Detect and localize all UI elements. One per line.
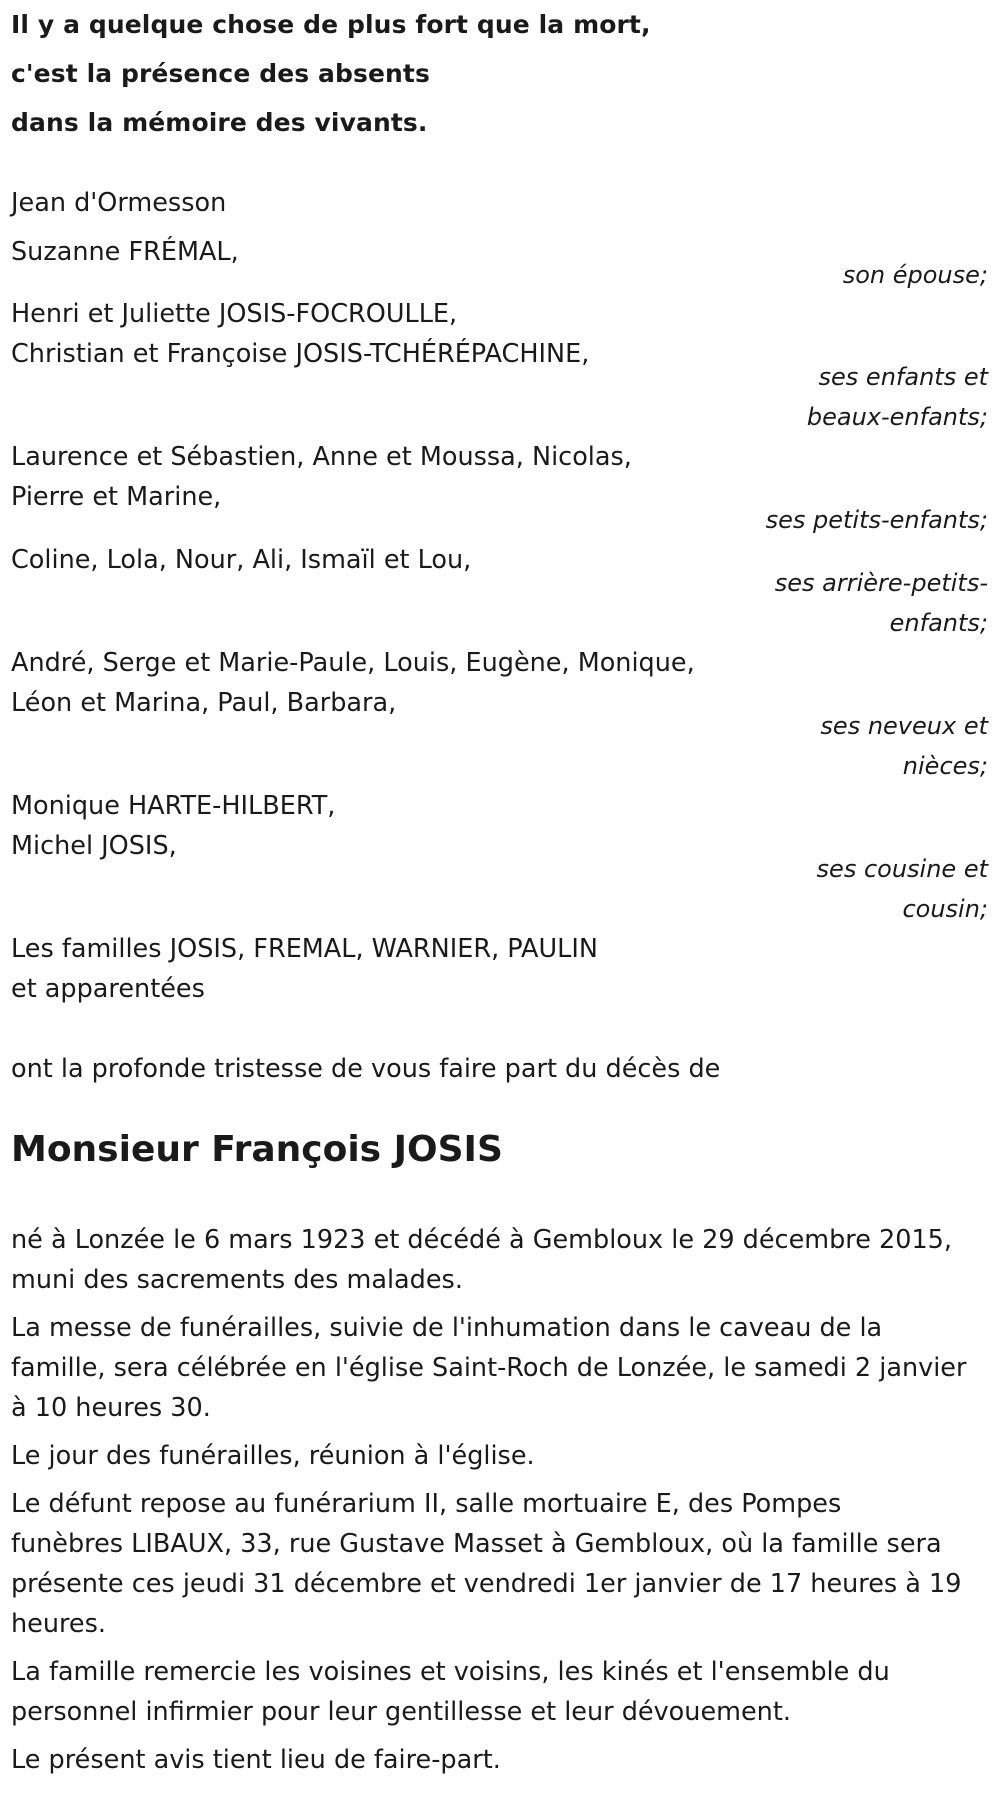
mourner-nephews-name-1: André, Serge et Marie-Paule, Louis, Eugène, Monique,	[11, 648, 695, 678]
detail-funeral-mass-line-3: à 10 heures 30.	[11, 1393, 211, 1423]
quote-line-2: c'est la présence des absents	[11, 59, 430, 88]
detail-meeting-point: Le jour des funérailles, réunion à l'église.	[11, 1441, 535, 1471]
mourner-spouse-relation: son épouse;	[842, 261, 988, 289]
mourner-grandchildren-name-2: Pierre et Marine,	[11, 482, 222, 512]
detail-birth-death-line-2: muni des sacrements des malades.	[11, 1265, 463, 1295]
mourner-great-grandchildren-relation-1: ses arrière-petits-	[774, 569, 988, 597]
detail-funeral-mass-line-1: La messe de funérailles, suivie de l'inhumation dans le caveau de la	[11, 1313, 883, 1343]
mourner-great-grandchildren-name: Coline, Lola, Nour, Ali, Ismaïl et Lou,	[11, 545, 472, 575]
mourner-cousins-name-2: Michel JOSIS,	[11, 831, 177, 861]
mourner-great-grandchildren-relation-2: enfants;	[889, 609, 988, 637]
mourner-children-relation-2: beaux-enfants;	[806, 403, 988, 431]
mourner-nephews-relation-2: nièces;	[902, 752, 988, 780]
quote-author: Jean d'Ormesson	[11, 188, 227, 218]
mourner-cousins-relation-2: cousin;	[902, 895, 988, 923]
mourner-nephews-name-2: Léon et Marina, Paul, Barbara,	[11, 688, 397, 718]
mourner-children-name-2: Christian et Françoise JOSIS-TCHÉRÉPACHINE,	[11, 339, 590, 369]
detail-birth-death-line-1: né à Lonzée le 6 mars 1923 et décédé à Gembloux le 29 décembre 2015,	[11, 1225, 952, 1255]
mourner-nephews-relation-1: ses neveux et	[820, 712, 988, 740]
mourner-cousins-name-1: Monique HARTE-HILBERT,	[11, 791, 336, 821]
detail-funerarium-line-4: heures.	[11, 1609, 107, 1639]
detail-funerarium-line-2: funèbres LIBAUX, 33, rue Gustave Masset à Gembloux, où la famille sera	[11, 1529, 942, 1559]
mourner-children-relation-1: ses enfants et	[818, 363, 988, 391]
mourner-spouse-name: Suzanne FRÉMAL,	[11, 237, 239, 267]
detail-thanks-line-1: La famille remercie les voisines et voisins, les kinés et l'ensemble du	[11, 1657, 890, 1687]
announcement-text: ont la profonde tristesse de vous faire part du décès de	[11, 1054, 721, 1084]
mourner-families-name-1: Les familles JOSIS, FREMAL, WARNIER, PAULIN	[11, 934, 598, 964]
detail-funeral-mass-line-2: famille, sera célébrée en l'église Saint-Roch de Lonzée, le samedi 2 janvier	[11, 1353, 967, 1383]
detail-funerarium-line-1: Le défunt repose au funérarium II, salle mortuaire E, des Pompes	[11, 1489, 842, 1519]
death-notice	[11, 0, 988, 1803]
detail-thanks-line-2: personnel infirmier pour leur gentillesse et leur dévouement.	[11, 1697, 791, 1727]
detail-closing: Le présent avis tient lieu de faire-part.	[11, 1745, 501, 1775]
quote-line-1: Il y a quelque chose de plus fort que la mort,	[11, 10, 651, 39]
mourner-families-name-2: et apparentées	[11, 974, 205, 1004]
mourner-cousins-relation-1: ses cousine et	[816, 855, 988, 883]
detail-funerarium-line-3: présente ces jeudi 31 décembre et vendredi 1er janvier de 17 heures à 19	[11, 1569, 962, 1599]
mourner-children-name-1: Henri et Juliette JOSIS-FOCROULLE,	[11, 299, 458, 329]
mourner-grandchildren-relation: ses petits-enfants;	[765, 506, 988, 534]
quote-line-3: dans la mémoire des vivants.	[11, 108, 428, 137]
mourner-grandchildren-name-1: Laurence et Sébastien, Anne et Moussa, Nicolas,	[11, 442, 632, 472]
deceased-name: Monsieur François JOSIS	[11, 1129, 503, 1170]
